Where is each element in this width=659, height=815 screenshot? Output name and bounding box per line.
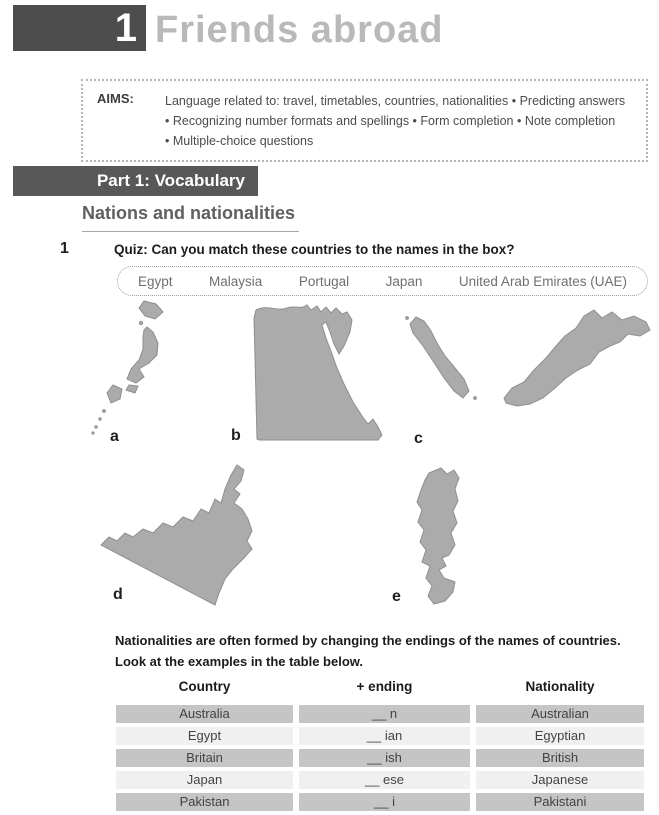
- japan-map: [84, 297, 184, 439]
- cell-ending: __ ish: [299, 749, 470, 767]
- cell-country: Egypt: [116, 727, 293, 745]
- aims-label: AIMS:: [97, 91, 134, 106]
- intro-line-1: Nationalities are often formed by changing the endings of the names of countries.: [115, 633, 621, 648]
- cell-nationality: Egyptian: [476, 727, 644, 745]
- table-row: [116, 771, 644, 789]
- chapter-number: 1: [114, 5, 137, 50]
- map-label-a: a: [110, 428, 119, 445]
- aims-line-2: • Recognizing number formats and spellings • Form completion • Note completion: [165, 114, 616, 128]
- table-header-country: Country: [178, 679, 231, 694]
- intro-paragraph: [115, 630, 621, 672]
- table-header-ending: + ending: [356, 679, 413, 694]
- cell-country: Japan: [116, 771, 293, 789]
- intro-line-2: Look at the examples in the table below.: [115, 654, 364, 669]
- table-row: [116, 793, 644, 811]
- map-label-d: d: [113, 586, 123, 603]
- cell-ending: __ n: [299, 705, 470, 723]
- portugal-map: [411, 465, 473, 607]
- cell-country: Australia: [116, 705, 293, 723]
- aims-box: [81, 79, 648, 162]
- exercise-number: 1: [60, 240, 69, 257]
- cell-ending: __ ian: [299, 727, 470, 745]
- word-box-item-japan: Japan: [385, 273, 423, 289]
- aims-line-3: • Multiple-choice questions: [165, 134, 314, 148]
- table-header-nationality: Nationality: [525, 679, 595, 694]
- aims-text: [165, 91, 625, 151]
- section-heading: Nations and nationalities: [82, 203, 299, 232]
- chapter-number-box: [13, 5, 146, 51]
- table-header-row: [116, 679, 644, 701]
- cell-country: Pakistan: [116, 793, 293, 811]
- word-box-item-portugal: Portugal: [298, 273, 350, 289]
- uae-map: [97, 461, 277, 611]
- cell-ending: __ i: [299, 793, 470, 811]
- cell-nationality: Pakistani: [476, 793, 644, 811]
- table-row: [116, 727, 644, 745]
- word-box-item-uae: United Arab Emirates (UAE): [458, 273, 627, 289]
- table-row: [116, 749, 644, 767]
- map-label-b: b: [231, 427, 241, 444]
- word-box-item-egypt: Egypt: [138, 273, 173, 289]
- egypt-map: [247, 300, 389, 444]
- map-label-c: c: [414, 430, 423, 447]
- map-label-e: e: [392, 588, 401, 605]
- word-box-item-malaysia: Malaysia: [209, 273, 263, 289]
- cell-country: Britain: [116, 749, 293, 767]
- cell-nationality: British: [476, 749, 644, 767]
- chapter-title: Friends abroad: [155, 9, 444, 51]
- cell-nationality: Australian: [476, 705, 644, 723]
- country-word-box: [117, 266, 648, 296]
- endings-table: [116, 679, 644, 815]
- cell-nationality: Japanese: [476, 771, 644, 789]
- cell-ending: __ ese: [299, 771, 470, 789]
- part-header-bar: Part 1: Vocabulary: [13, 166, 258, 196]
- aims-line-1: Language related to: travel, timetables, countries, nationalities • Predicting answers: [165, 94, 626, 108]
- exercise-question: Quiz: Can you match these countries to the names in the box?: [114, 242, 515, 257]
- malaysia-map: [400, 306, 656, 418]
- table-row: [116, 705, 644, 723]
